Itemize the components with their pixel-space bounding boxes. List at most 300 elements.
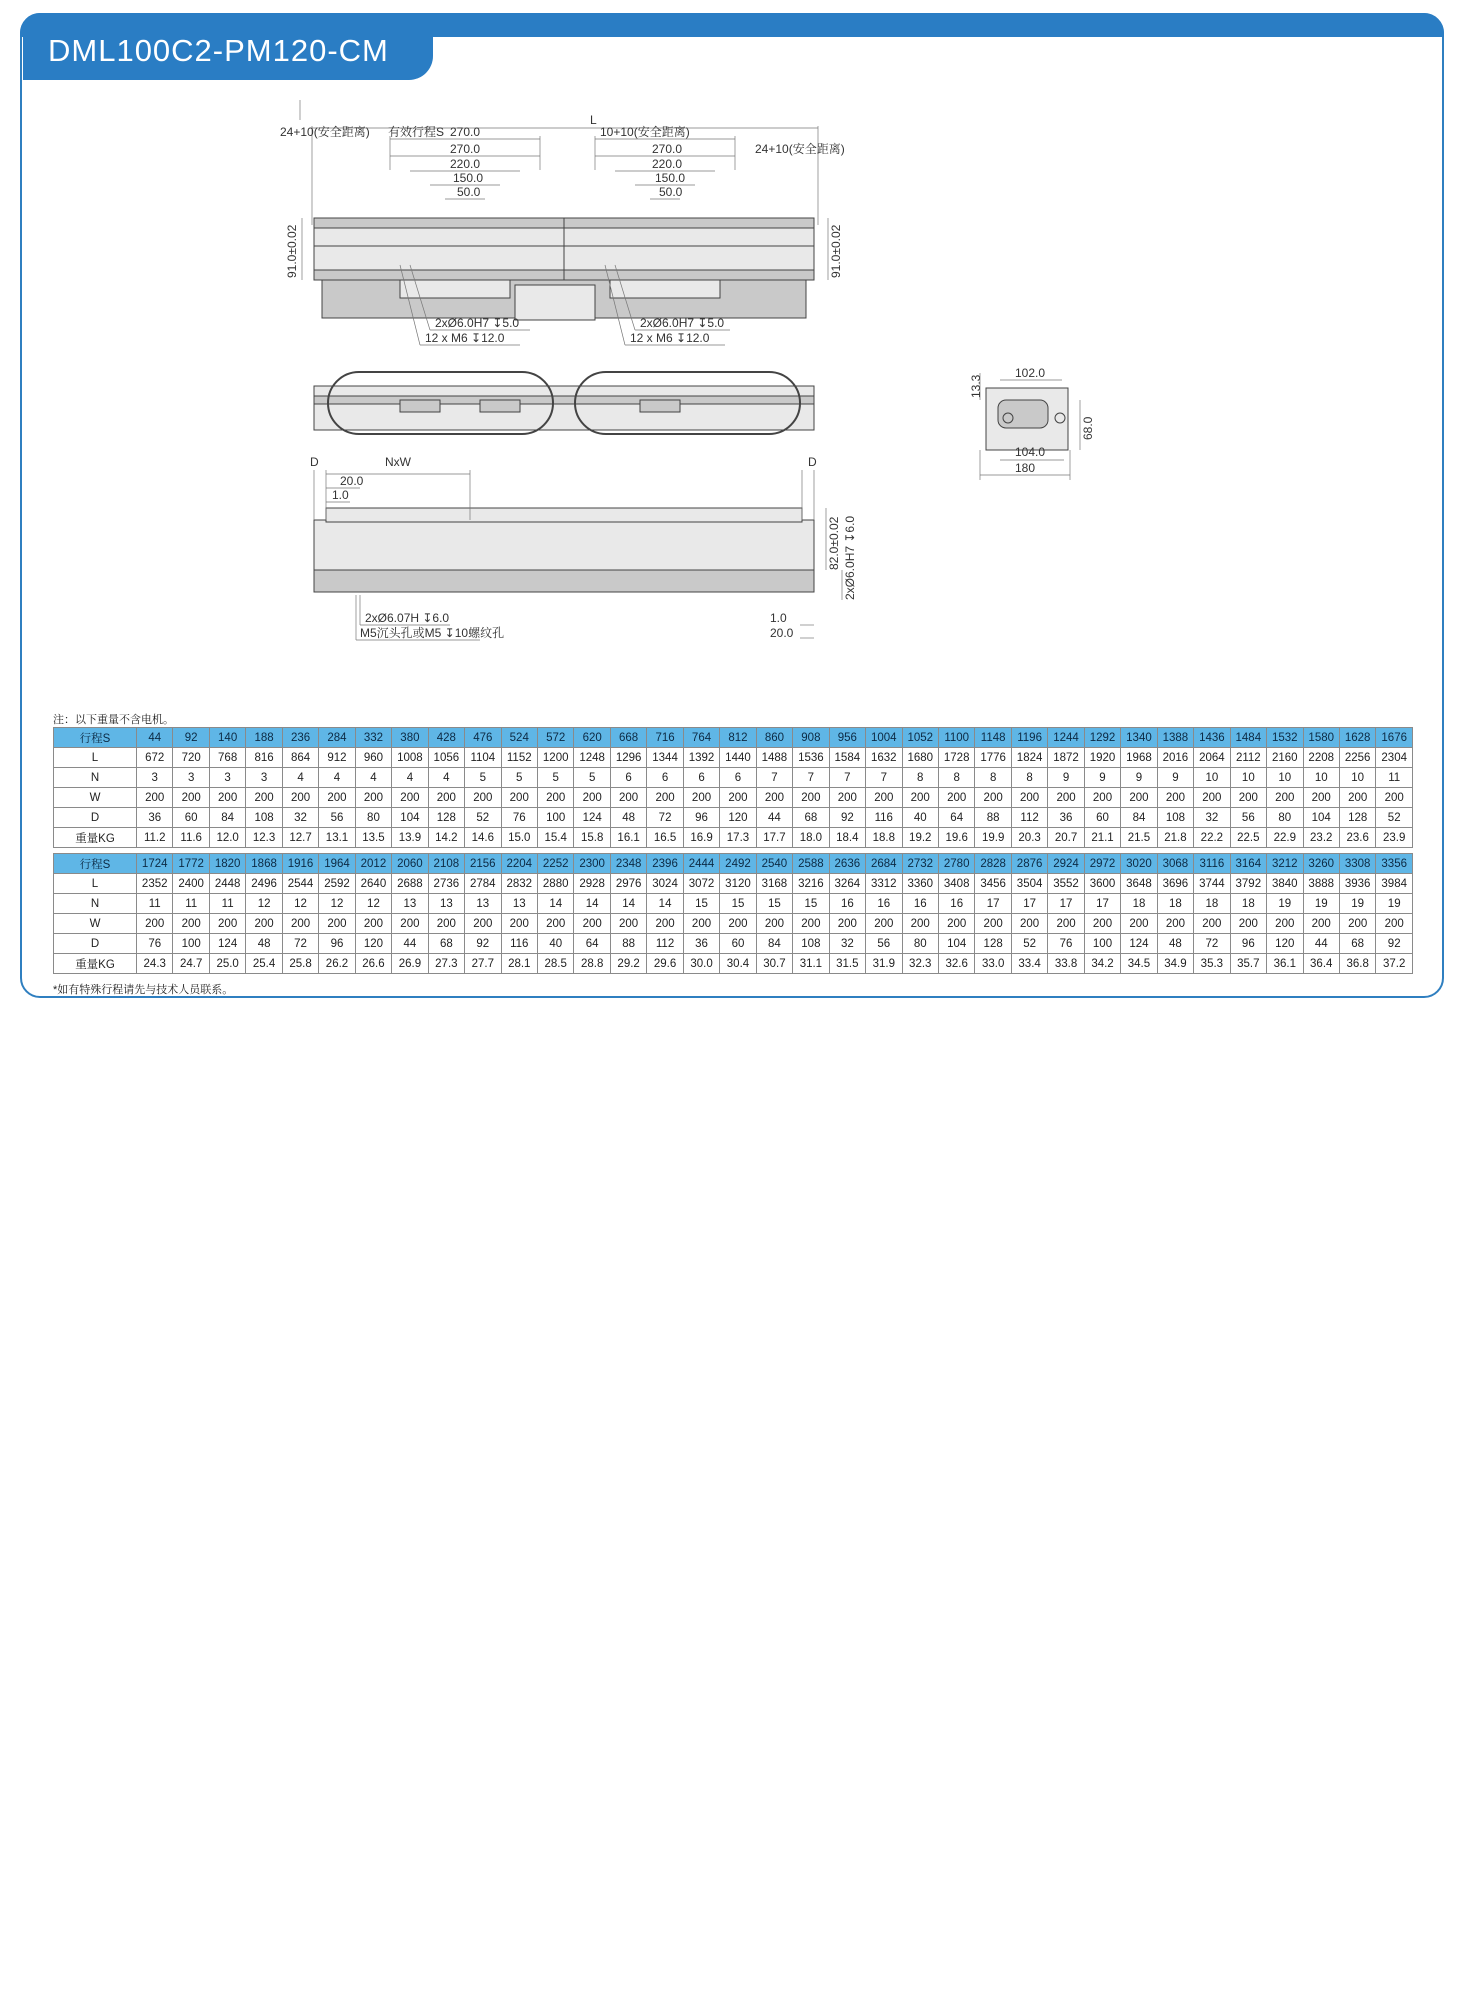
table-cell: 76 — [1048, 934, 1084, 954]
table-cell: 2876 — [1011, 854, 1047, 874]
table-cell: 200 — [137, 914, 173, 934]
table-cell: 100 — [537, 808, 573, 828]
table-cell: 9 — [1084, 768, 1120, 788]
table-cell: 3456 — [975, 874, 1011, 894]
table-cell: 8 — [938, 768, 974, 788]
table-cell: 14 — [537, 894, 573, 914]
table-cell: 36 — [1048, 808, 1084, 828]
table-cell: 2496 — [246, 874, 282, 894]
dim-270-a: 270.0 — [450, 142, 481, 156]
table-cell: 672 — [137, 748, 173, 768]
table-cell: 96 — [683, 808, 719, 828]
table-cell: 200 — [1048, 788, 1084, 808]
table-cell: 1484 — [1230, 728, 1266, 748]
table-cell: 200 — [501, 788, 537, 808]
table-cell: 2396 — [647, 854, 683, 874]
table-cell: 764 — [683, 728, 719, 748]
table-cell: 2784 — [465, 874, 501, 894]
table-cell: 36 — [137, 808, 173, 828]
special-stroke-note: *如有特殊行程请先与技术人员联系。 — [53, 984, 234, 996]
table-cell: 34.9 — [1157, 954, 1193, 974]
table-cell: 3504 — [1011, 874, 1047, 894]
table-cell: 1488 — [756, 748, 792, 768]
table-cell: 2924 — [1048, 854, 1084, 874]
table-cell: 30.4 — [720, 954, 756, 974]
table-cell: 88 — [975, 808, 1011, 828]
dim-102: 102.0 — [1015, 366, 1046, 380]
table-cell: 68 — [1339, 934, 1375, 954]
table-cell: 10 — [1267, 768, 1303, 788]
table-row — [54, 934, 1413, 954]
table-cell: 19.6 — [938, 828, 974, 848]
table-cell: 3312 — [866, 874, 902, 894]
table-cell: 200 — [975, 914, 1011, 934]
table-cell: 3216 — [793, 874, 829, 894]
table-cell: 116 — [501, 934, 537, 954]
table-cell: 2976 — [610, 874, 646, 894]
row-label: D — [54, 808, 137, 828]
table-cell: 200 — [647, 914, 683, 934]
table-cell: 11 — [1376, 768, 1413, 788]
table-cell: 3068 — [1157, 854, 1193, 874]
table-cell: 11.2 — [137, 828, 173, 848]
table-cell: 200 — [574, 788, 610, 808]
table-cell: 200 — [829, 788, 865, 808]
table-cell: 13.5 — [355, 828, 391, 848]
table-cell: 200 — [1194, 914, 1230, 934]
page-title: DML100C2-PM120-CM — [48, 33, 389, 68]
table-cell: 100 — [1084, 934, 1120, 954]
table-cell: 2060 — [392, 854, 428, 874]
table-cell: 3308 — [1339, 854, 1375, 874]
table-cell: 6 — [683, 768, 719, 788]
table-cell: 92 — [173, 728, 209, 748]
table-cell: 32 — [282, 808, 318, 828]
table-cell: 12 — [355, 894, 391, 914]
table-cell: 2544 — [282, 874, 318, 894]
side-view — [314, 372, 814, 434]
table-cell: 620 — [574, 728, 610, 748]
table-cell: 112 — [1011, 808, 1047, 828]
table-cell: 40 — [902, 808, 938, 828]
table-cell: 2636 — [829, 854, 865, 874]
table-cell: 3744 — [1194, 874, 1230, 894]
table-cell: 200 — [465, 914, 501, 934]
end-view — [969, 366, 1095, 480]
table-cell: 88 — [610, 934, 646, 954]
table-cell: 200 — [1157, 914, 1193, 934]
table-cell: 2304 — [1376, 748, 1413, 768]
table-cell: 13 — [392, 894, 428, 914]
table-cell: 200 — [537, 914, 573, 934]
table-row — [54, 894, 1413, 914]
table-cell: 3696 — [1157, 874, 1193, 894]
table-cell: 19 — [1303, 894, 1339, 914]
table-cell: 2828 — [975, 854, 1011, 874]
table-cell: 15.0 — [501, 828, 537, 848]
table-cell: 200 — [392, 788, 428, 808]
table-cell: 200 — [392, 914, 428, 934]
pin-hole-a: 2xØ6.0H7 ↧5.0 — [435, 316, 520, 330]
table-cell: 200 — [355, 788, 391, 808]
table-cell: 19 — [1339, 894, 1375, 914]
table-cell: 30.7 — [756, 954, 792, 974]
table-cell: 24.3 — [137, 954, 173, 974]
table-cell: 200 — [1121, 788, 1157, 808]
table-cell: 200 — [902, 788, 938, 808]
table-cell: 14.2 — [428, 828, 464, 848]
table-cell: 52 — [1011, 934, 1047, 954]
table-cell: 1052 — [902, 728, 938, 748]
dim-NxW: NxW — [385, 455, 411, 469]
table-cell: 200 — [1339, 788, 1375, 808]
table-cell: 6 — [610, 768, 646, 788]
top-view — [280, 100, 845, 345]
table-cell: 200 — [537, 788, 573, 808]
dim-effective-stroke: 有效行程S — [388, 125, 445, 139]
table-cell: 3116 — [1194, 854, 1230, 874]
table-cell: 768 — [209, 748, 245, 768]
table-cell: 15.4 — [537, 828, 573, 848]
table-cell: 200 — [647, 788, 683, 808]
table-cell: 17 — [1011, 894, 1047, 914]
table-cell: 7 — [793, 768, 829, 788]
table-cell: 1532 — [1267, 728, 1303, 748]
table-cell: 29.2 — [610, 954, 646, 974]
table-cell: 10 — [1303, 768, 1339, 788]
table-cell: 11 — [209, 894, 245, 914]
table-cell: 140 — [209, 728, 245, 748]
table-cell: 52 — [1376, 808, 1413, 828]
table-cell: 32 — [829, 934, 865, 954]
table-cell: 1872 — [1048, 748, 1084, 768]
table-cell: 200 — [355, 914, 391, 934]
table-cell: 16 — [902, 894, 938, 914]
table-cell: 1728 — [938, 748, 974, 768]
table-cell: 14 — [610, 894, 646, 914]
table-cell: 3408 — [938, 874, 974, 894]
table-cell: 864 — [282, 748, 318, 768]
table-cell: 26.9 — [392, 954, 428, 974]
dim-height-right: 91.0±0.02 — [829, 224, 843, 278]
table-cell: 1148 — [975, 728, 1011, 748]
dim-220-b: 220.0 — [652, 157, 683, 171]
table-cell: 1820 — [209, 854, 245, 874]
table-cell: 2972 — [1084, 854, 1120, 874]
table-cell: 21.1 — [1084, 828, 1120, 848]
table-cell: 12 — [319, 894, 355, 914]
dim-safety-mid: 10+10(安全距离) — [600, 125, 690, 139]
table-cell: 92 — [829, 808, 865, 828]
table-cell: 16.1 — [610, 828, 646, 848]
dim-height-82: 82.0±0.02 — [827, 516, 841, 570]
table-cell: 92 — [1376, 934, 1413, 954]
table-cell: 96 — [1230, 934, 1266, 954]
technical-drawing — [280, 100, 1280, 700]
table-cell: 720 — [173, 748, 209, 768]
table-cell: 7 — [756, 768, 792, 788]
table-cell: 1580 — [1303, 728, 1339, 748]
table-cell: 104 — [1303, 808, 1339, 828]
table-cell: 2540 — [756, 854, 792, 874]
table-cell: 19.9 — [975, 828, 1011, 848]
table-cell: 16.5 — [647, 828, 683, 848]
table-cell: 33.8 — [1048, 954, 1084, 974]
table-cell: 200 — [246, 788, 282, 808]
table-cell: 34.2 — [1084, 954, 1120, 974]
dim-overall-L: L — [590, 113, 597, 127]
table-cell: 816 — [246, 748, 282, 768]
table-cell: 1344 — [647, 748, 683, 768]
table-cell: 2684 — [866, 854, 902, 874]
table-cell: 1632 — [866, 748, 902, 768]
table-cell: 200 — [683, 788, 719, 808]
dim-D-left: D — [310, 455, 319, 469]
table-cell: 2012 — [355, 854, 391, 874]
table-cell: 64 — [938, 808, 974, 828]
table-cell: 26.2 — [319, 954, 355, 974]
table-cell: 1004 — [866, 728, 902, 748]
table-cell: 56 — [319, 808, 355, 828]
table-cell: 200 — [1084, 914, 1120, 934]
table-cell: 2832 — [501, 874, 537, 894]
table-cell: 15.8 — [574, 828, 610, 848]
table-cell: 200 — [1194, 788, 1230, 808]
table-cell: 668 — [610, 728, 646, 748]
table-cell: 15 — [756, 894, 792, 914]
table-cell: 37.2 — [1376, 954, 1413, 974]
table-cell: 76 — [501, 808, 537, 828]
table-cell: 36.1 — [1267, 954, 1303, 974]
table-cell: 956 — [829, 728, 865, 748]
table-cell: 108 — [793, 934, 829, 954]
table-cell: 10 — [1339, 768, 1375, 788]
table-cell: 1248 — [574, 748, 610, 768]
table-cell: 2880 — [537, 874, 573, 894]
table-cell: 72 — [647, 808, 683, 828]
table-cell: 1196 — [1011, 728, 1047, 748]
table-cell: 860 — [756, 728, 792, 748]
dim-270-b: 270.0 — [652, 142, 683, 156]
table-cell: 9 — [1157, 768, 1193, 788]
table-cell: 284 — [319, 728, 355, 748]
table-cell: 12.3 — [246, 828, 282, 848]
table-cell: 5 — [501, 768, 537, 788]
table-cell: 27.7 — [465, 954, 501, 974]
thread-a: 12 x M6 ↧12.0 — [425, 331, 505, 345]
dim-D-right: D — [808, 455, 817, 469]
table-cell: 34.5 — [1121, 954, 1157, 974]
table-cell: 912 — [319, 748, 355, 768]
table-cell: 17.7 — [756, 828, 792, 848]
table-cell: 3120 — [720, 874, 756, 894]
table-cell: 15 — [793, 894, 829, 914]
table-cell: 428 — [428, 728, 464, 748]
table-cell: 16 — [866, 894, 902, 914]
table-cell: 6 — [720, 768, 756, 788]
row-label: N — [54, 768, 137, 788]
table-row — [54, 854, 1413, 874]
table-cell: 24.7 — [173, 954, 209, 974]
table-cell: 22.5 — [1230, 828, 1266, 848]
table-row — [54, 954, 1413, 974]
table-cell: 200 — [793, 914, 829, 934]
mount-holes: M5沉头孔或M5 ↧10螺纹孔 — [360, 626, 505, 640]
table-cell: 1436 — [1194, 728, 1230, 748]
table-cell: 21.8 — [1157, 828, 1193, 848]
table-cell: 3072 — [683, 874, 719, 894]
table-cell: 200 — [319, 914, 355, 934]
table-cell: 3888 — [1303, 874, 1339, 894]
table-cell: 200 — [683, 914, 719, 934]
table-cell: 200 — [209, 914, 245, 934]
row-label: L — [54, 748, 137, 768]
table-cell: 120 — [720, 808, 756, 828]
table-cell: 200 — [866, 914, 902, 934]
table-cell: 200 — [1339, 914, 1375, 934]
row-label: 行程S — [54, 728, 137, 748]
table-cell: 31.9 — [866, 954, 902, 974]
table-cell: 9 — [1121, 768, 1157, 788]
table-cell: 1868 — [246, 854, 282, 874]
table-cell: 36.4 — [1303, 954, 1339, 974]
table-cell: 3168 — [756, 874, 792, 894]
table-cell: 200 — [246, 914, 282, 934]
row-label: D — [54, 934, 137, 954]
table-cell: 3360 — [902, 874, 938, 894]
table-cell: 104 — [938, 934, 974, 954]
table-cell: 572 — [537, 728, 573, 748]
table-cell: 200 — [1121, 914, 1157, 934]
table-cell: 35.3 — [1194, 954, 1230, 974]
table-cell: 28.5 — [537, 954, 573, 974]
table-cell: 3020 — [1121, 854, 1157, 874]
table-cell: 35.7 — [1230, 954, 1266, 974]
table-cell: 5 — [537, 768, 573, 788]
table-cell: 1916 — [282, 854, 318, 874]
table-cell: 2400 — [173, 874, 209, 894]
table-cell: 68 — [428, 934, 464, 954]
table-cell: 200 — [173, 788, 209, 808]
table-cell: 2444 — [683, 854, 719, 874]
table-cell: 3600 — [1084, 874, 1120, 894]
pin-hole-b: 2xØ6.0H7 ↧5.0 — [640, 316, 725, 330]
table-cell: 128 — [975, 934, 1011, 954]
table-cell: 3356 — [1376, 854, 1413, 874]
table-cell: 52 — [465, 808, 501, 828]
dim-50-b: 50.0 — [659, 185, 683, 199]
table-cell: 476 — [465, 728, 501, 748]
table-cell: 3936 — [1339, 874, 1375, 894]
dim-13-3: 13.3 — [969, 374, 983, 398]
table-cell: 200 — [829, 914, 865, 934]
table-cell: 1244 — [1048, 728, 1084, 748]
table-cell: 16 — [829, 894, 865, 914]
table-cell: 2352 — [137, 874, 173, 894]
table-cell: 200 — [756, 788, 792, 808]
table-cell: 16 — [938, 894, 974, 914]
table-cell: 12.0 — [209, 828, 245, 848]
table-cell: 188 — [246, 728, 282, 748]
table-cell: 1392 — [683, 748, 719, 768]
table-cell: 18.0 — [793, 828, 829, 848]
table-cell: 200 — [1048, 914, 1084, 934]
table-cell: 1100 — [938, 728, 974, 748]
table-cell: 3648 — [1121, 874, 1157, 894]
table-cell: 124 — [1121, 934, 1157, 954]
table-cell: 2300 — [574, 854, 610, 874]
table-cell: 128 — [428, 808, 464, 828]
table-cell: 7 — [866, 768, 902, 788]
table-cell: 48 — [1157, 934, 1193, 954]
table-cell: 4 — [392, 768, 428, 788]
table-cell: 2160 — [1267, 748, 1303, 768]
table-cell: 1776 — [975, 748, 1011, 768]
dim-150-a: 150.0 — [453, 171, 484, 185]
table-cell: 7 — [829, 768, 865, 788]
table-cell: 92 — [465, 934, 501, 954]
table-cell: 80 — [902, 934, 938, 954]
table-cell: 120 — [355, 934, 391, 954]
table-cell: 4 — [319, 768, 355, 788]
table-cell: 116 — [866, 808, 902, 828]
table-cell: 84 — [756, 934, 792, 954]
table-cell: 13 — [501, 894, 537, 914]
table-cell: 200 — [1011, 788, 1047, 808]
table-cell: 200 — [975, 788, 1011, 808]
table-cell: 1772 — [173, 854, 209, 874]
table-cell: 1824 — [1011, 748, 1047, 768]
table-cell: 31.1 — [793, 954, 829, 974]
table-cell: 5 — [574, 768, 610, 788]
table-cell: 2492 — [720, 854, 756, 874]
table-cell: 2016 — [1157, 748, 1193, 768]
table-cell: 12 — [282, 894, 318, 914]
table-cell: 44 — [137, 728, 173, 748]
table-cell: 27.3 — [428, 954, 464, 974]
table-cell: 100 — [173, 934, 209, 954]
table-cell: 18 — [1230, 894, 1266, 914]
table-cell: 44 — [1303, 934, 1339, 954]
table-cell: 44 — [756, 808, 792, 828]
table-cell: 18.8 — [866, 828, 902, 848]
table-cell: 1628 — [1339, 728, 1375, 748]
table-cell: 15 — [720, 894, 756, 914]
table-cell: 13 — [428, 894, 464, 914]
table-cell: 19 — [1267, 894, 1303, 914]
table-cell: 108 — [246, 808, 282, 828]
row-label: 行程S — [54, 854, 137, 874]
table-cell: 1340 — [1121, 728, 1157, 748]
table-cell: 26.6 — [355, 954, 391, 974]
table-cell: 3 — [173, 768, 209, 788]
table-cell: 31.5 — [829, 954, 865, 974]
table-cell: 12.7 — [282, 828, 318, 848]
table-cell: 28.1 — [501, 954, 537, 974]
table-cell: 124 — [209, 934, 245, 954]
table-cell: 10 — [1194, 768, 1230, 788]
table-cell: 200 — [428, 914, 464, 934]
table-cell: 2448 — [209, 874, 245, 894]
table-cell: 960 — [355, 748, 391, 768]
table-row — [54, 828, 1413, 848]
table-cell: 60 — [173, 808, 209, 828]
table-cell: 56 — [866, 934, 902, 954]
dim-1-b: 1.0 — [770, 611, 787, 625]
table-cell: 1296 — [610, 748, 646, 768]
table-cell: 23.6 — [1339, 828, 1375, 848]
table-cell: 200 — [1267, 788, 1303, 808]
